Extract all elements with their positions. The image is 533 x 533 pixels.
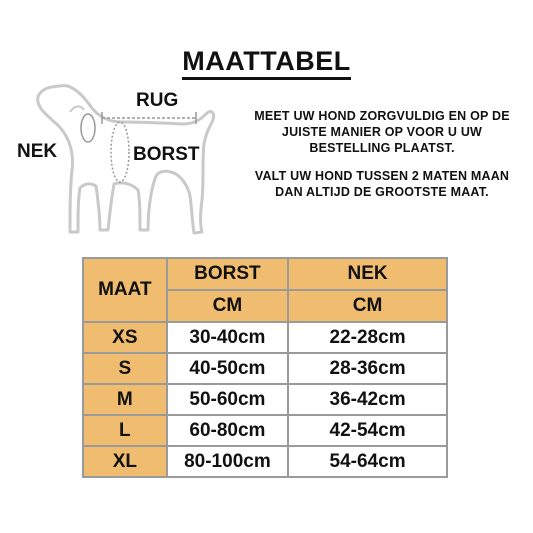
page-title-text: MAATTABEL xyxy=(182,46,350,80)
dog-measurement-diagram xyxy=(0,70,240,250)
size-cell: S xyxy=(83,353,167,384)
instruction-paragraph-2: VALT UW HOND TUSSEN 2 MATEN MAAN DAN ALTIJD DE GROOTSTE MAAT. xyxy=(254,169,510,199)
label-nek: NEK xyxy=(17,141,58,162)
size-cell: XL xyxy=(83,446,167,477)
borst-cell: 30-40cm xyxy=(167,322,288,353)
label-borst: BORST xyxy=(133,144,200,165)
table-header-row xyxy=(83,258,447,290)
nek-cell: 36-42cm xyxy=(288,384,447,415)
size-cell: L xyxy=(83,415,167,446)
size-table xyxy=(82,257,448,478)
borst-cell: 50-60cm xyxy=(167,384,288,415)
nek-cell: 22-28cm xyxy=(288,322,447,353)
table-row xyxy=(83,384,447,415)
instructions xyxy=(247,108,517,212)
header-maat: MAAT xyxy=(83,258,167,322)
borst-cell: 40-50cm xyxy=(167,353,288,384)
borst-cell: 80-100cm xyxy=(167,446,288,477)
size-cell: M xyxy=(83,384,167,415)
table-row xyxy=(83,446,447,477)
nek-cell: 54-64cm xyxy=(288,446,447,477)
header-nek: NEK xyxy=(288,258,447,290)
unit-nek: CM xyxy=(288,290,447,322)
size-cell: XS xyxy=(83,322,167,353)
label-rug: RUG xyxy=(136,90,179,111)
instruction-paragraph-1: MEET UW HOND ZORGVULDIG EN OP DE JUISTE MANIER OP VOOR U UW BESTELLING PLAATST. xyxy=(254,109,510,155)
table-row xyxy=(83,415,447,446)
table-row xyxy=(83,353,447,384)
nek-cell: 42-54cm xyxy=(288,415,447,446)
unit-borst: CM xyxy=(167,290,288,322)
header-borst: BORST xyxy=(167,258,288,290)
nek-cell: 28-36cm xyxy=(288,353,447,384)
borst-cell: 60-80cm xyxy=(167,415,288,446)
table-row xyxy=(83,322,447,353)
